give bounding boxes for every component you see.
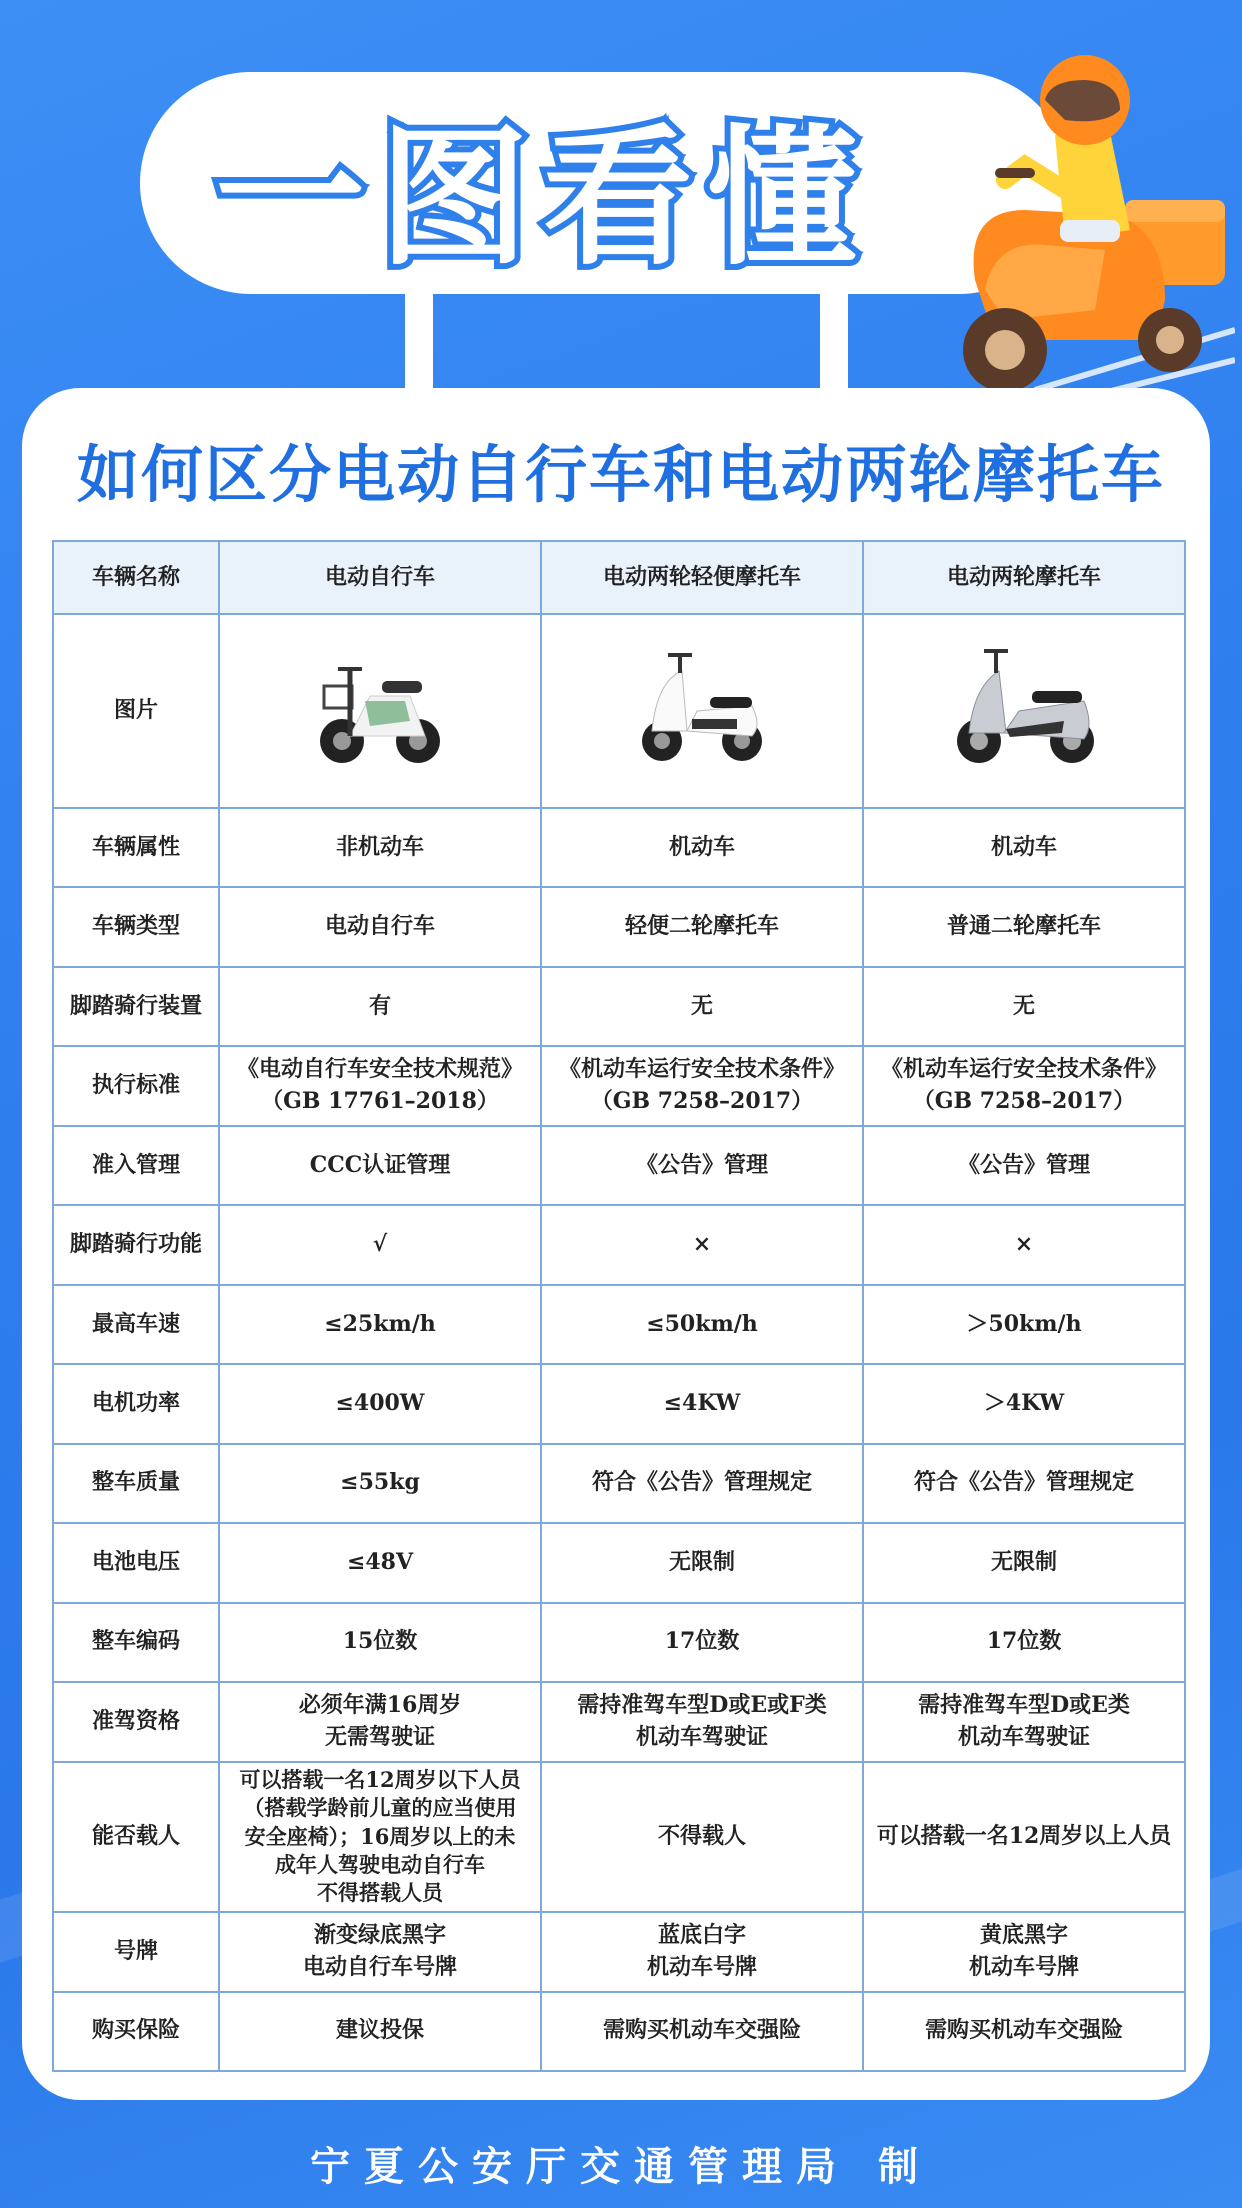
table-cell: 无限制 bbox=[863, 1523, 1185, 1602]
table-row bbox=[53, 1603, 1185, 1682]
comparison-table bbox=[52, 540, 1186, 2072]
table-cell: ≤50km/h bbox=[541, 1285, 863, 1364]
table-cell: 17位数 bbox=[863, 1603, 1185, 1682]
table-cell: 符合《公告》管理规定 bbox=[541, 1444, 863, 1523]
table-row bbox=[53, 1444, 1185, 1523]
table-row bbox=[53, 967, 1185, 1046]
light-motorcycle-image bbox=[541, 614, 863, 808]
table-cell: ≤400W bbox=[219, 1364, 541, 1443]
table-cell: 机动车 bbox=[863, 808, 1185, 887]
table-cell: 非机动车 bbox=[219, 808, 541, 887]
table-cell: × bbox=[863, 1205, 1185, 1284]
row-label: 号牌 bbox=[53, 1912, 219, 1991]
table-header-row bbox=[53, 541, 1185, 614]
table-row bbox=[53, 1523, 1185, 1602]
banner-pillar bbox=[405, 290, 433, 400]
table-row bbox=[53, 808, 1185, 887]
table-cell: 无 bbox=[863, 967, 1185, 1046]
table-cell: 17位数 bbox=[541, 1603, 863, 1682]
row-label: 电机功率 bbox=[53, 1364, 219, 1443]
table-cell: ≤48V bbox=[219, 1523, 541, 1602]
table-row bbox=[53, 1205, 1185, 1284]
table-cell: ＞4KW bbox=[863, 1364, 1185, 1443]
table-cell: 必须年满16周岁 无需驾驶证 bbox=[219, 1682, 541, 1761]
table-cell: 《公告》管理 bbox=[541, 1126, 863, 1205]
table-cell: 渐变绿底黑字 电动自行车号牌 bbox=[219, 1912, 541, 1991]
row-label: 车辆属性 bbox=[53, 808, 219, 887]
row-label: 电池电压 bbox=[53, 1523, 219, 1602]
table-cell: CCC认证管理 bbox=[219, 1126, 541, 1205]
table-cell: 符合《公告》管理规定 bbox=[863, 1444, 1185, 1523]
table-cell: 蓝底白字 机动车号牌 bbox=[541, 1912, 863, 1991]
table-cell: √ bbox=[219, 1205, 541, 1284]
table-row bbox=[53, 1126, 1185, 1205]
table-cell: 建议投保 bbox=[219, 1992, 541, 2071]
image-row bbox=[53, 614, 1185, 808]
table-row bbox=[53, 1285, 1185, 1364]
table-cell: 需持准驾车型D或E类 机动车驾驶证 bbox=[863, 1682, 1185, 1761]
table-cell: 黄底黑字 机动车号牌 bbox=[863, 1912, 1185, 1991]
table-cell: 《机动车运行安全技术条件》 （GB 7258–2017） bbox=[541, 1046, 863, 1125]
table-row bbox=[53, 1364, 1185, 1443]
row-label: 准驾资格 bbox=[53, 1682, 219, 1761]
table-cell: 15位数 bbox=[219, 1603, 541, 1682]
row-label: 车辆类型 bbox=[53, 887, 219, 966]
banner-pillar bbox=[820, 290, 848, 400]
motorcycle-image bbox=[863, 614, 1185, 808]
table-row bbox=[53, 887, 1185, 966]
table-row bbox=[53, 1046, 1185, 1125]
table-cell: ≤4KW bbox=[541, 1364, 863, 1443]
table-cell: 需购买机动车交强险 bbox=[541, 1992, 863, 2071]
header-motorcycle: 电动两轮摩托车 bbox=[863, 541, 1185, 614]
e-bike-image bbox=[219, 614, 541, 808]
header-e-bike: 电动自行车 bbox=[219, 541, 541, 614]
table-cell: 可以搭载一名12周岁以上人员 bbox=[863, 1762, 1185, 1913]
table-cell: 需持准驾车型D或E或F类 机动车驾驶证 bbox=[541, 1682, 863, 1761]
table-cell: 《机动车运行安全技术条件》 （GB 7258–2017） bbox=[863, 1046, 1185, 1125]
scooter-rider-illustration bbox=[915, 40, 1235, 410]
row-label: 整车编码 bbox=[53, 1603, 219, 1682]
table-cell: 可以搭载一名12周岁以下人员 （搭载学龄前儿童的应当使用 安全座椅）；16周岁以上的未 成年人驾驶电动自行车 不得搭载人员 bbox=[219, 1762, 541, 1913]
table-cell: 不得载人 bbox=[541, 1762, 863, 1913]
banner-title: 一图看懂 bbox=[215, 112, 872, 286]
table-row bbox=[53, 1912, 1185, 1991]
row-label: 准入管理 bbox=[53, 1126, 219, 1205]
table-cell: 普通二轮摩托车 bbox=[863, 887, 1185, 966]
image-row-label: 图片 bbox=[53, 614, 219, 808]
table-cell: ≤25km/h bbox=[219, 1285, 541, 1364]
table-cell: 《公告》管理 bbox=[863, 1126, 1185, 1205]
table-cell: 轻便二轮摩托车 bbox=[541, 887, 863, 966]
table-cell: 有 bbox=[219, 967, 541, 1046]
table-row bbox=[53, 1762, 1185, 1913]
table-cell: 机动车 bbox=[541, 808, 863, 887]
main-title: 如何区分电动自行车和电动两轮摩托车 bbox=[76, 438, 1165, 511]
row-label: 脚踏骑行装置 bbox=[53, 967, 219, 1046]
table-cell: ≤55kg bbox=[219, 1444, 541, 1523]
table-cell: 《电动自行车安全技术规范》 （GB 17761–2018） bbox=[219, 1046, 541, 1125]
row-label: 最高车速 bbox=[53, 1285, 219, 1364]
table-cell: 无 bbox=[541, 967, 863, 1046]
row-label: 购买保险 bbox=[53, 1992, 219, 2071]
table-cell: 无限制 bbox=[541, 1523, 863, 1602]
table-cell: 需购买机动车交强险 bbox=[863, 1992, 1185, 2071]
header-vehicle-name: 车辆名称 bbox=[53, 541, 219, 614]
table-row bbox=[53, 1682, 1185, 1761]
table-cell: ＞50km/h bbox=[863, 1285, 1185, 1364]
row-label: 能否载人 bbox=[53, 1762, 219, 1913]
table-body bbox=[53, 808, 1185, 2071]
table-cell: × bbox=[541, 1205, 863, 1284]
row-label: 脚踏骑行功能 bbox=[53, 1205, 219, 1284]
row-label: 执行标准 bbox=[53, 1046, 219, 1125]
footer-credit: 宁夏公安厅交通管理局 制 bbox=[310, 2143, 932, 2190]
table-row bbox=[53, 1992, 1185, 2071]
header-light-motorcycle: 电动两轮轻便摩托车 bbox=[541, 541, 863, 614]
table-cell: 电动自行车 bbox=[219, 887, 541, 966]
row-label: 整车质量 bbox=[53, 1444, 219, 1523]
